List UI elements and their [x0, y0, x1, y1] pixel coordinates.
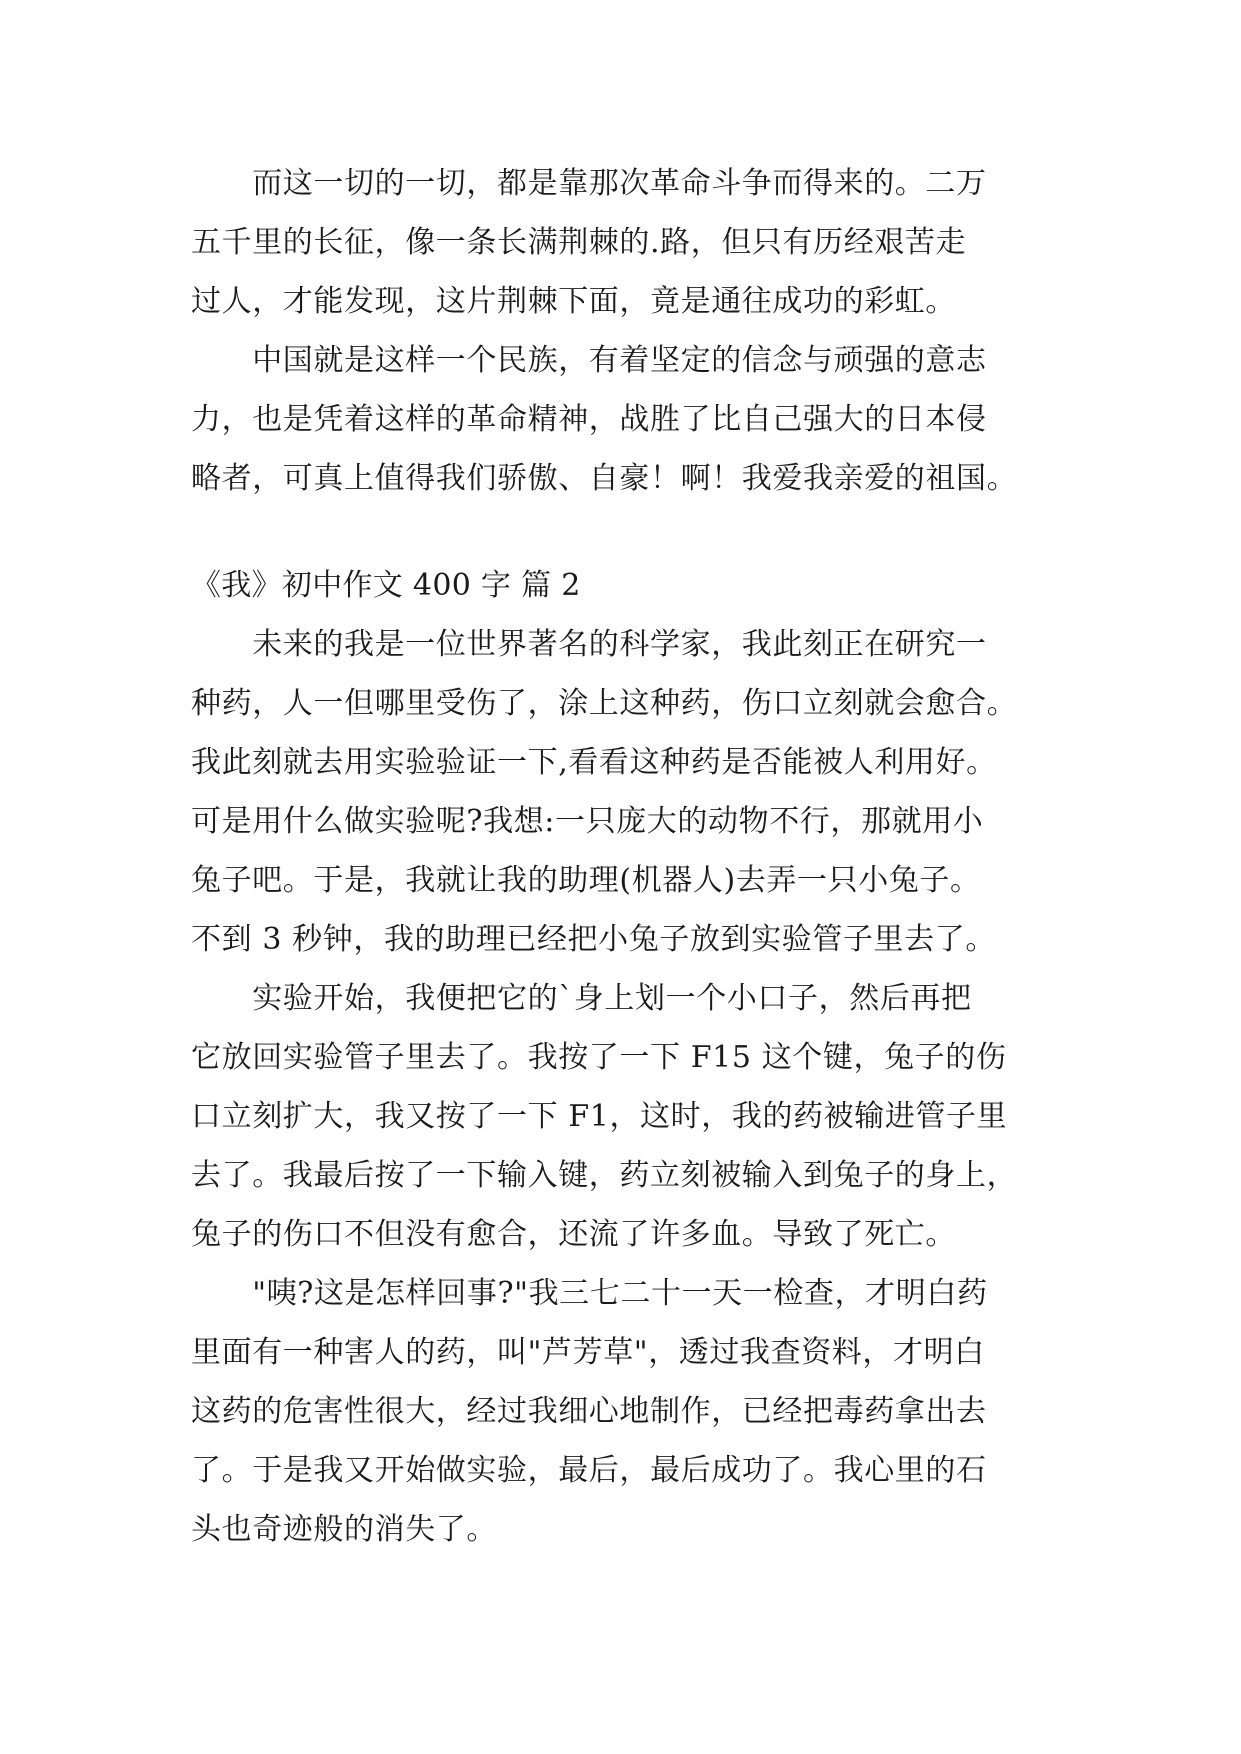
text-line: "咦?这是怎样回事?"我三七二十一天一检查，才明白药 [191, 1276, 988, 1311]
text-line: 实验开始，我便把它的`身上划一个小口子，然后再把 [191, 981, 972, 1016]
text-line: 去了。我最后按了一下输入键，药立刻被输入到兔子的身上， [191, 1158, 1018, 1193]
text-line: 未来的我是一位世界著名的科学家，我此刻正在研究一 [191, 627, 987, 662]
text-line: 了。于是我又开始做实验，最后，最后成功了。我心里的石 [191, 1453, 987, 1488]
text-line: 而这一切的一切，都是靠那次革命斗争而得来的。二万 [191, 166, 987, 201]
text-line: 兔子的伤口不但没有愈合，还流了许多血。导致了死亡。 [191, 1217, 956, 1252]
text-line: 五千里的长征，像一条长满荆棘的.路，但只有历经艰苦走 [191, 225, 967, 260]
text-line: 过人，才能发现，这片荆棘下面，竟是通往成功的彩虹。 [191, 284, 956, 319]
text-line: 我此刻就去用实验验证一下,看看这种药是否能被人利用好。 [191, 745, 997, 780]
text-line: 兔子吧。于是，我就让我的助理(机器人)去弄一只小兔子。 [191, 863, 981, 898]
section-heading: 《我》初中作文 400 字 篇 2 [191, 568, 581, 603]
text-line: 它放回实验管子里去了。我按了一下 F15 这个键，兔子的伤 [191, 1040, 1007, 1075]
text-line: 头也奇迹般的消失了。 [191, 1512, 497, 1547]
text-line: 中国就是这样一个民族，有着坚定的信念与顽强的意志 [191, 343, 987, 378]
text-line: 力，也是凭着这样的革命精神，战胜了比自己强大的日本侵 [191, 402, 987, 437]
text-line: 略者，可真上值得我们骄傲、自豪！啊！我爱我亲爱的祖国。 [191, 461, 1018, 496]
essay-section-1 [191, 154, 1059, 508]
text-line: 这药的危害性很大，经过我细心地制作，已经把毒药拿出去 [191, 1394, 987, 1429]
text-line: 口立刻扩大，我又按了一下 F1，这时，我的药被输进管子里 [191, 1099, 1008, 1134]
essay-section-2 [191, 556, 1059, 1559]
text-line: 里面有一种害人的药，叫"芦芳草"，透过我查资料，才明白 [191, 1335, 985, 1370]
text-line: 不到 3 秒钟，我的助理已经把小兔子放到实验管子里去了。 [191, 922, 996, 957]
text-line: 种药，人一但哪里受伤了，涂上这种药，伤口立刻就会愈合。 [191, 686, 1018, 721]
text-line: 可是用什么做实验呢?我想:一只庞大的动物不行，那就用小 [191, 804, 984, 839]
